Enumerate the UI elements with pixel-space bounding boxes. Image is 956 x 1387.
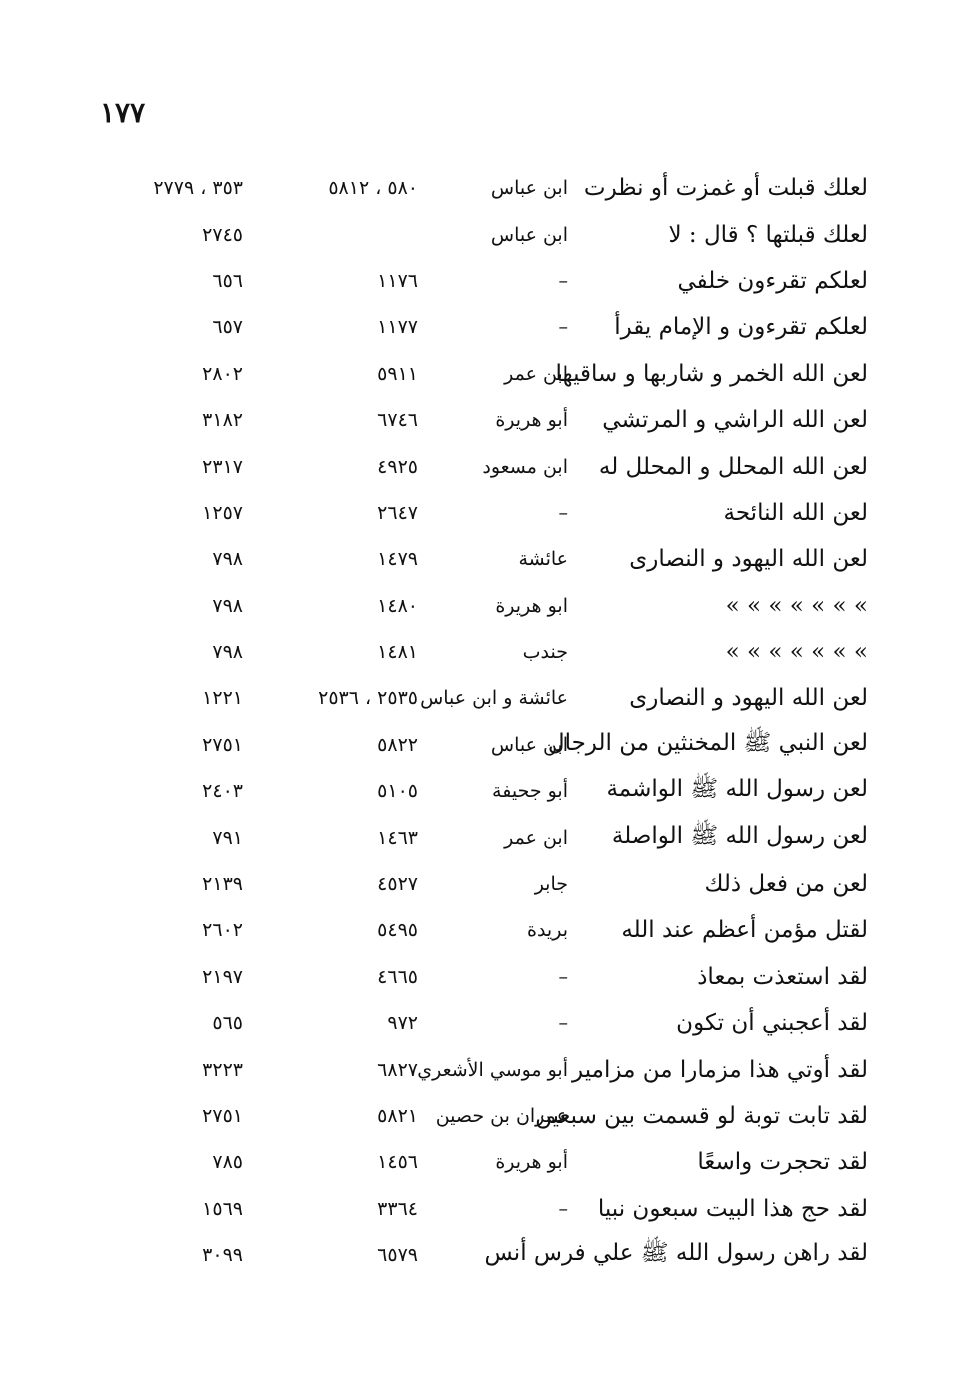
narrator: جندب [522,641,568,664]
reference-number: ١١٧٧ [377,316,418,339]
index-row [100,1186,868,1232]
reference-number-secondary: ٢٧٤٥ [202,223,243,246]
reference-number-secondary: ٧٨٥ [212,1151,243,1174]
hadith-text: لعن الله النائحة [723,499,868,526]
hadith-text: لعن الله الخمر و شاربها و ساقيها [555,360,868,387]
narrator: أبو هريرة [495,1151,568,1174]
index-row [100,1232,868,1278]
narrator: أبو جحيفة [492,780,568,803]
reference-number: ٦٥٧٩ [377,1244,418,1267]
hadith-text: لعن النبي ﷺ المخنثين من الرجال [547,729,868,756]
reference-number: ٦٨٢٧ [377,1058,418,1081]
narrator: ابن عباس [490,733,568,756]
reference-number: ٤٩٢٥ [377,455,418,478]
index-row [100,861,868,907]
narrator: عمران بن حصين [435,1105,568,1127]
hadith-text: لقد استعذت بمعاذ [697,963,868,990]
reference-number-secondary: ١٥٦٩ [202,1197,243,1220]
hadith-text: لعن الله اليهود و النصارى [629,685,868,712]
hadith-text: لقد راهن رسول الله ﷺ علي فرس أنس [484,1240,868,1267]
reference-number-secondary: ٧٩٨ [212,641,243,664]
hadith-text: لعن الله الراشي و المرتشي [602,407,868,434]
hadith-text: » » » » » » » [725,639,868,666]
reference-number-secondary: ٧٩٨ [212,548,243,571]
narrator: – [558,1012,568,1035]
reference-number: ٥١٠٥ [377,780,418,803]
reference-number: ٥٤٩٥ [377,919,418,942]
index-row [100,583,868,629]
index-row [100,490,868,536]
hadith-text: لعن رسول الله ﷺ الواصلة [611,822,868,849]
index-row [100,351,868,397]
reference-number-secondary: ٦٥٧ [212,316,243,339]
index-row [100,629,868,675]
hadith-text: لعن رسول الله ﷺ الواشمة [606,776,868,803]
reference-number: ١١٧٦ [377,269,418,292]
reference-number-secondary: ٢١٩٧ [202,965,243,988]
reference-number-secondary: ٣٢٢٣ [202,1058,243,1081]
index-row [100,907,868,953]
reference-number: ١٤٦٣ [377,826,418,849]
narrator: – [558,316,568,339]
narrator: – [558,965,568,988]
reference-number: ١٤٧٩ [377,548,418,571]
hadith-index-table [100,165,868,1278]
index-row [100,675,868,721]
index-row [100,954,868,1000]
reference-number: ٩٧٢ [387,1012,418,1035]
index-row [100,443,868,489]
reference-number: ١٤٨٠ [377,594,418,617]
index-row [100,165,868,211]
narrator: عائشة [518,548,568,571]
narrator: أبو هريرة [495,409,568,432]
reference-number: ٤٥٢٧ [377,873,418,896]
narrator: ابن عباس [490,177,568,200]
reference-number-secondary: ٢٧٥١ [202,1105,243,1127]
hadith-text: لعن الله المحلل و المحلل له [598,453,868,480]
reference-number-secondary: ٧٩١ [212,826,243,849]
reference-number: ٥٨٠ ، ٥٨١٢ [328,177,418,200]
narrator: ابن عباس [490,223,568,246]
reference-number-secondary: ٢٨٠٢ [202,362,243,385]
reference-number-secondary: ٧٩٨ [212,594,243,617]
index-row [100,1093,868,1139]
reference-number: ٢٥٣٥ ، ٢٥٣٦ [318,687,418,710]
reference-number: ٥٩١١ [377,362,418,385]
hadith-text: لقد أعجبني أن تكون [676,1010,868,1037]
narrator: بريدة [527,919,568,942]
reference-number-secondary: ٥٦٥ [212,1012,243,1035]
hadith-text: لعلك قبلتها ؟ قال : لا [668,221,868,248]
narrator: ابن عمر [504,362,568,385]
reference-number-secondary: ٢١٣٩ [202,873,243,896]
reference-number: ١٤٥٦ [377,1151,418,1174]
narrator: – [558,501,568,524]
index-row [100,258,868,304]
narrator: جابر [534,873,568,896]
narrator: ابن عمر [504,826,568,849]
hadith-text: لقد تحجرت واسعًا [697,1149,868,1176]
index-row [100,1000,868,1046]
reference-number-secondary: ٣٠٩٩ [202,1244,243,1267]
reference-number: ٣٣٦٤ [377,1197,418,1220]
index-row [100,814,868,860]
index-row [100,397,868,443]
hadith-text: لعلكم تقرءون خلفي [677,267,868,294]
reference-number-secondary: ٣١٨٢ [202,409,243,432]
reference-number-secondary: ٢٦٠٢ [202,919,243,942]
index-row [100,1046,868,1092]
hadith-text: لقتل مؤمن أعظم عند الله [621,917,868,944]
index-row [100,722,868,768]
hadith-text: لعن من فعل ذلك [704,871,868,898]
narrator: أبو موسي الأشعري [417,1058,568,1081]
reference-number: ٦٧٤٦ [377,409,418,432]
reference-number: ٥٨٢٢ [377,733,418,756]
hadith-text: لعن الله اليهود و النصارى [629,546,868,573]
narrator: ابو هريرة [495,594,568,617]
narrator: – [558,1197,568,1220]
reference-number-secondary: ٢٤٠٣ [202,780,243,803]
index-row [100,211,868,257]
reference-number-secondary: ٢٧٥١ [202,733,243,756]
hadith-text: لقد أوتي هذا مزمارا من مزامير [572,1056,868,1083]
narrator: ابن مسعود [482,455,568,478]
index-row [100,1139,868,1185]
narrator: عائشة و ابن عباس [420,687,568,710]
reference-number: ٤٦٦٥ [377,965,418,988]
reference-number-secondary: ٣٥٣ ، ٢٧٧٩ [153,177,243,200]
reference-number-secondary: ١٢٢١ [202,687,243,710]
reference-number: ١٤٨١ [377,641,418,664]
reference-number-secondary: ١٢٥٧ [202,501,243,524]
hadith-text: لعلك قبلت أو غمزت أو نظرت [583,175,868,202]
page-number: ١٧٧ [100,96,146,129]
index-row [100,768,868,814]
index-row [100,304,868,350]
index-row [100,536,868,582]
reference-number: ٥٨٢١ [377,1105,418,1127]
hadith-text: لعلكم تقرءون و الإمام يقرأ [614,314,868,341]
reference-number: ٢٦٤٧ [377,501,418,524]
hadith-text: لقد تابت توبة لو قسمت بين سبعين [535,1103,868,1129]
reference-number-secondary: ٦٥٦ [212,269,243,292]
narrator: – [558,269,568,292]
hadith-text: » » » » » » » [725,592,868,619]
reference-number-secondary: ٢٣١٧ [202,455,243,478]
hadith-text: لقد حج هذا البيت سبعون نبيا [597,1195,868,1222]
